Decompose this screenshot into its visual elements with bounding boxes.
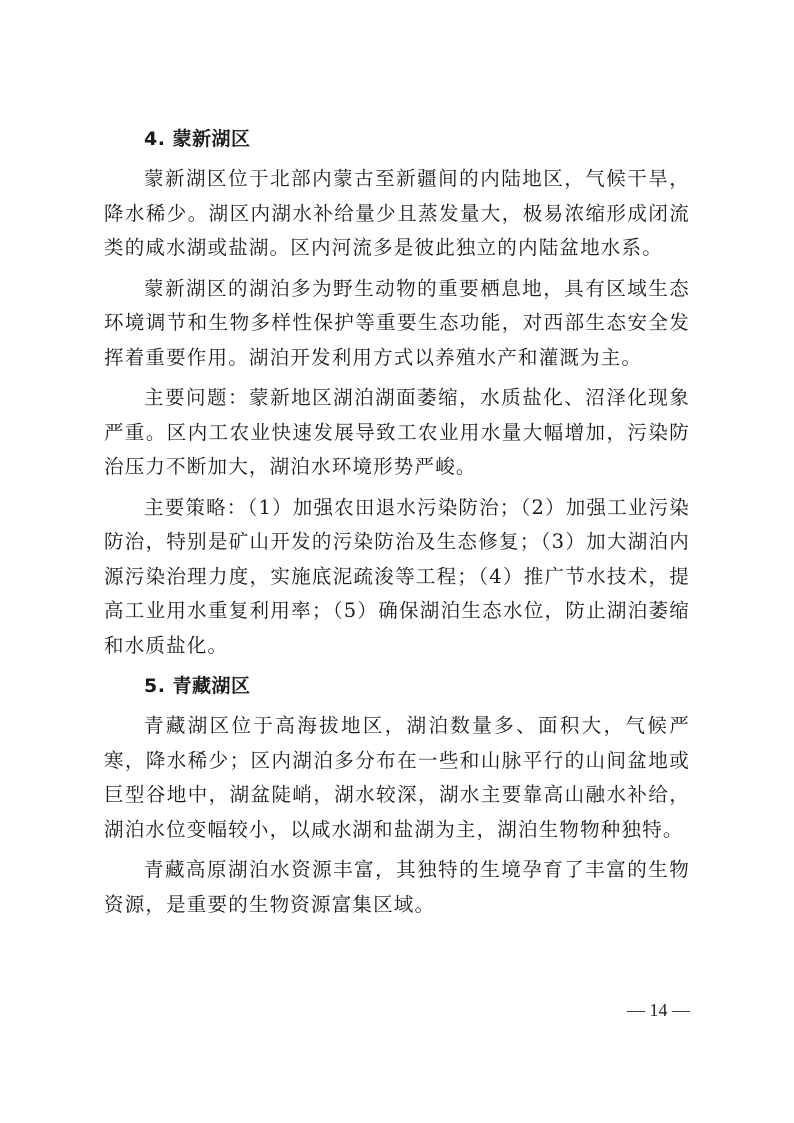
section-heading: 5. 青藏湖区 bbox=[144, 675, 251, 697]
section-meng-xin-lake-region bbox=[104, 122, 690, 663]
paragraph: 蒙新湖区位于北部内蒙古至新疆间的内陆地区，气候干旱，降水稀少。湖区内湖水补给量少且蒸发量大，极易浓缩形成闭流类的咸水湖或盐湖。区内河流多是彼此独立的内陆盆地水系。 bbox=[104, 167, 690, 259]
paragraph: 主要问题：蒙新地区湖泊湖面萎缩，水质盐化、沼泽化现象严重。区内工农业快速发展导致工农业用水量大幅增加，污染防治压力不断加大，湖泊水环境形势严峻。 bbox=[104, 386, 690, 478]
paragraph: 主要策略：（1）加强农田退水污染防治；（2）加强工业污染防治，特别是矿山开发的污染防治及生态修复；（3）加大湖泊内源污染治理力度，实施底泥疏浚等工程；（4）推广节水技术，提高工业用水重复利用率；（5）确保湖泊生态水位，防止湖泊萎缩和水质盐化。 bbox=[104, 495, 690, 657]
paragraph: 蒙新湖区的湖泊多为野生动物的重要栖息地，具有区域生态环境调节和生物多样性保护等重要生态功能，对西部生态安全发挥着重要作用。湖泊开发利用方式以养殖水产和灌溉为主。 bbox=[104, 276, 690, 369]
section-qing-zang-lake-region bbox=[104, 669, 690, 922]
document-body bbox=[104, 122, 690, 928]
page-number: — 14 — bbox=[627, 1000, 690, 1020]
section-heading: 4. 蒙新湖区 bbox=[144, 128, 251, 150]
paragraph: 青藏湖区位于高海拔地区，湖泊数量多、面积大，气候严寒，降水稀少；区内湖泊多分布在一些和山脉平行的山间盆地或巨型谷地中，湖盆陡峭，湖水较深，湖水主要靠高山融水补给，湖泊水位变幅较小，以咸水湖和盐湖为主，湖泊生物物种独特。 bbox=[104, 714, 690, 841]
paragraph: 青藏高原湖泊水资源丰富，其独特的生境孕育了丰富的生物资源，是重要的生物资源富集区域。 bbox=[104, 858, 690, 916]
